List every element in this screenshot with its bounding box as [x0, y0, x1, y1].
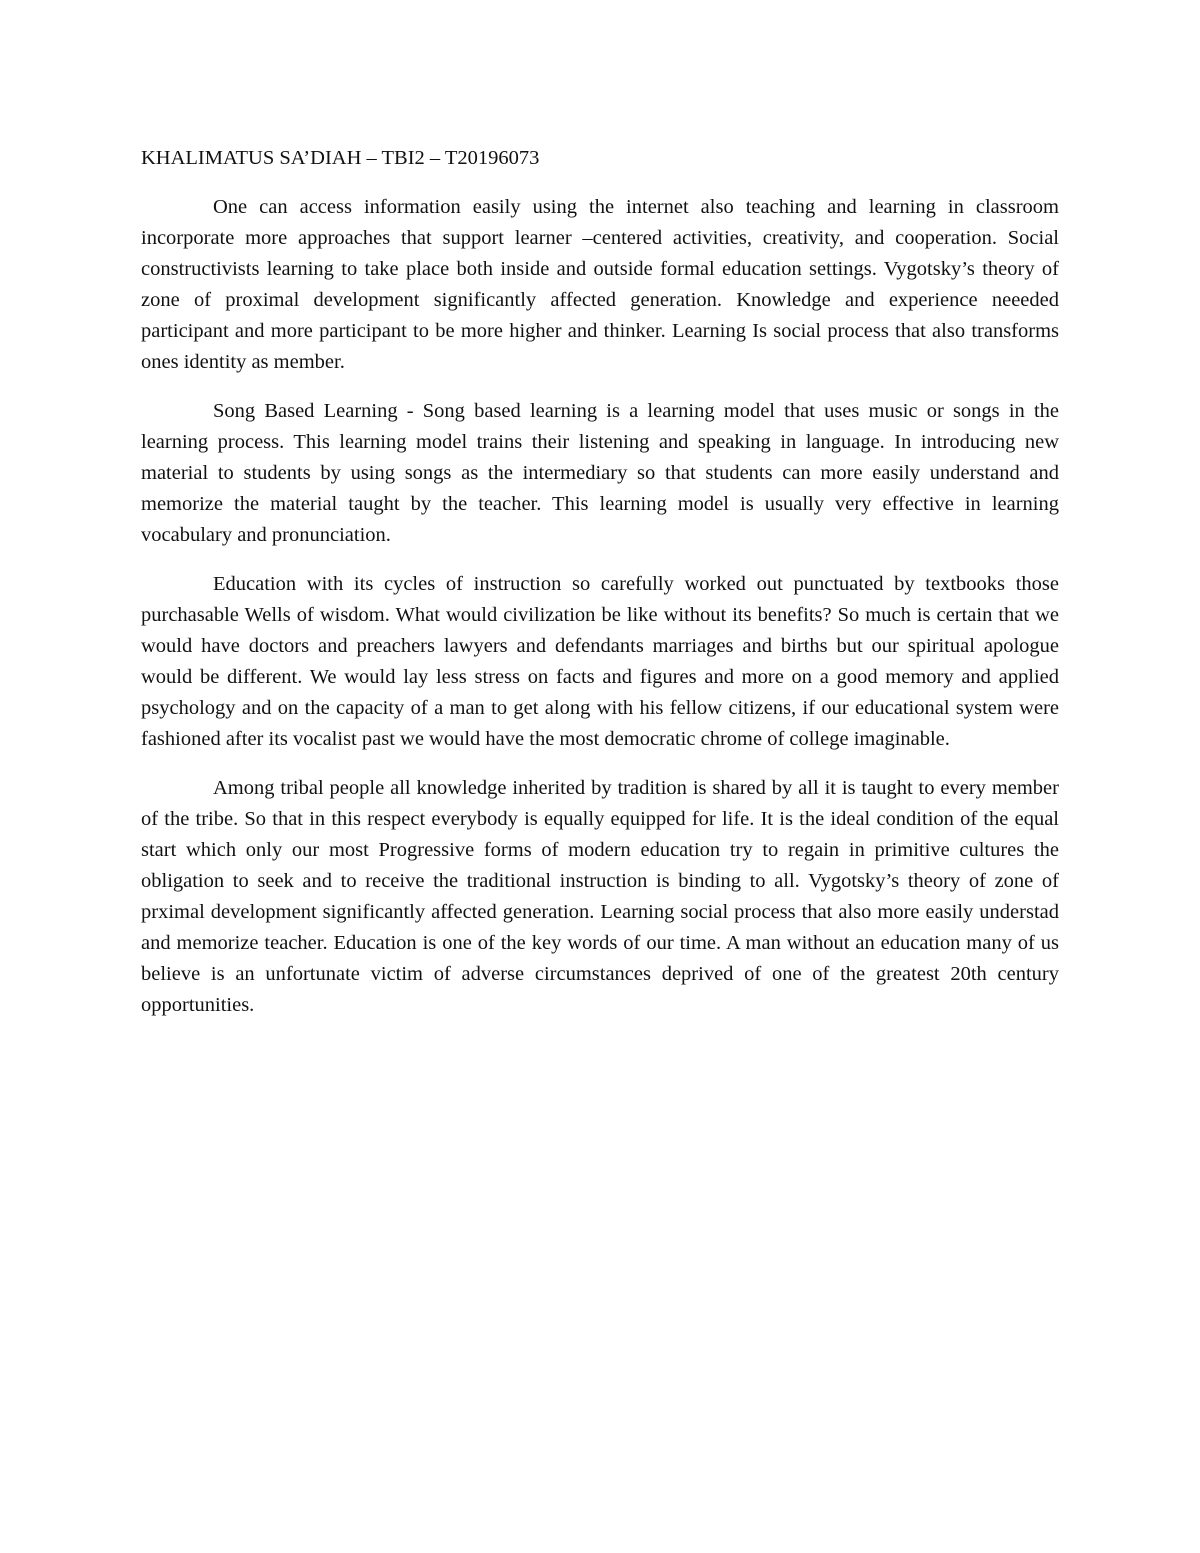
author-header: KHALIMATUS SA’DIAH – TBI2 – T20196073 [141, 147, 540, 169]
paragraph-education-cycles: Education with its cycles of instruction so carefully worked out punctuated by textbooks those purchasable Wells of wisdom. What would civilization be like without its benefits? So much is certain that we would have doctors and preachers lawyers and defendants marriages and births but our spiritual apologue would be different. We would lay less stress on facts and figures and more on a good memory and applied psychology and on the capacity of a man to get along with his fellow citizens, if our educational system were fashioned after its vocalist past we would have the most democratic chrome of college imaginable. [141, 573, 1059, 750]
document-body [141, 143, 1059, 1039]
paragraph-song-based-learning: Song Based Learning - Song based learning is a learning model that uses music or songs in the learning process. This learning model trains their listening and speaking in language. In introducing new material to students by using songs as the intermediary so that students can more easily understand and memorize the material taught by the teacher. This learning model is usually very effective in learning vocabulary and pronunciation. [141, 400, 1059, 546]
paragraph-tribal-knowledge: Among tribal people all knowledge inherited by tradition is shared by all it is taught to every member of the tribe. So that in this respect everybody is equally equipped for life. It is the ideal condition of the equal start which only our most Progressive forms of modern education try to regain in primitive cultures the obligation to seek and to receive the traditional instruction is binding to all. Vygotsky’s theory of zone of prximal development significantly affected generation. Learning social process that also more easily understad and memorize teacher. Education is one of the key words of our time. A man without an education many of us believe is an unfortunate victim of adverse circumstances deprived of one of the greatest 20th century opportunities. [141, 777, 1059, 1016]
paragraph-internet-learning: One can access information easily using the internet also teaching and learning in classroom incorporate more approaches that support learner –centered activities, creativity, and cooperation. Social constructivists learning to take place both inside and outside formal education settings. Vygotsky’s theory of zone of proximal development significantly affected generation. Knowledge and experience neeeded participant and more participant to be more higher and thinker. Learning Is social process that also transforms ones identity as member. [141, 196, 1059, 373]
